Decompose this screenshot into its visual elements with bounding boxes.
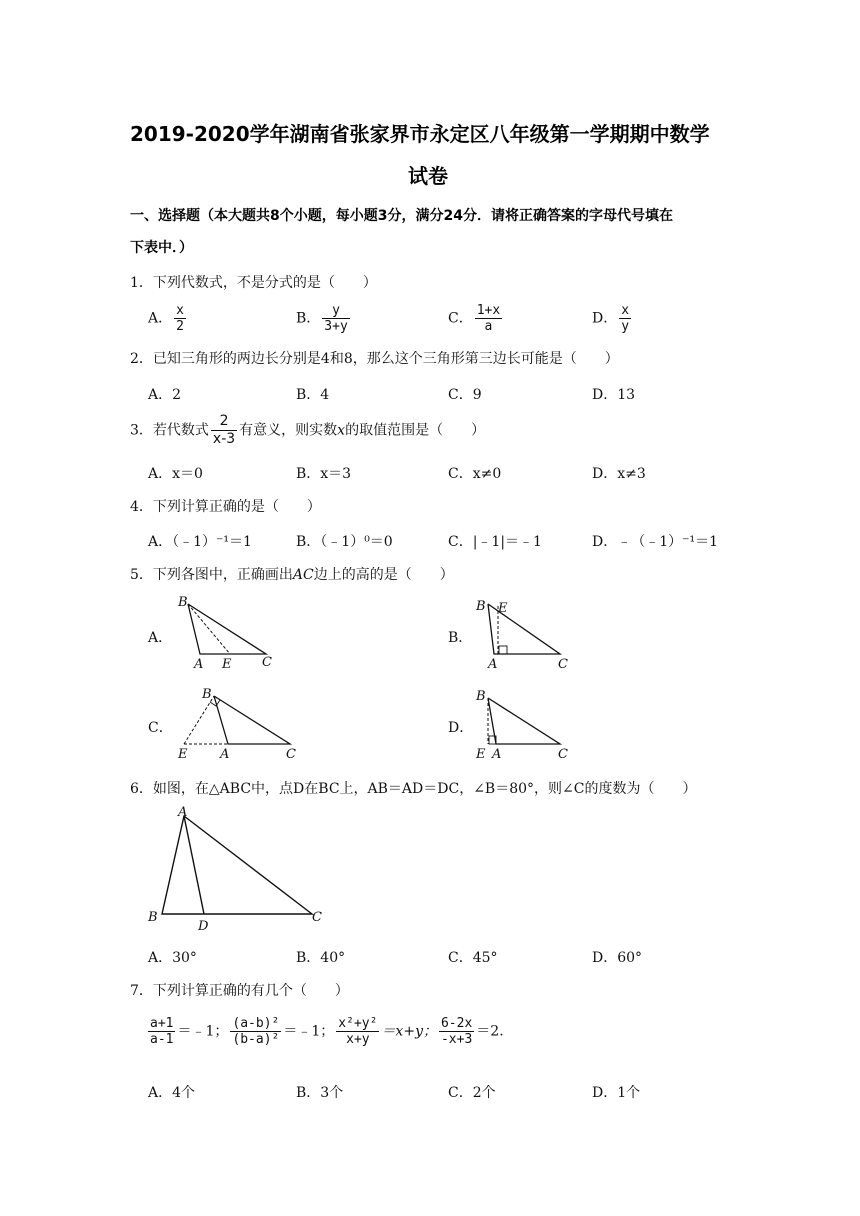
label-c: C <box>558 747 568 762</box>
q5-option-a-label[interactable]: A． <box>148 630 173 646</box>
q5-figure-b <box>470 594 580 674</box>
q3-option-d[interactable]: D．x≠3 <box>592 466 646 482</box>
q1-option-d[interactable] <box>592 303 633 334</box>
fraction: $\frac{x}{y}$ <box>621 303 630 334</box>
label-c: C <box>558 657 568 672</box>
label-b: B <box>148 910 158 925</box>
label-c: C <box>312 910 322 925</box>
q5-option-c-label[interactable]: C． <box>148 720 173 736</box>
question-1-stem: 1．下列代数式，不是分式的是（ ） <box>130 275 377 291</box>
q1-option-b[interactable] <box>296 303 352 334</box>
label-a: A <box>220 747 230 762</box>
q7-option-a[interactable]: A．4个 <box>148 1085 196 1101</box>
q1-option-c[interactable] <box>448 303 504 334</box>
q2-option-a[interactable]: A．2 <box>148 387 182 403</box>
q1-option-a[interactable] <box>148 303 188 334</box>
q6-option-d[interactable]: D．60° <box>592 950 643 966</box>
q2-option-b[interactable]: B．4 <box>296 387 330 403</box>
triangle <box>488 698 560 744</box>
q5-option-b-label[interactable]: B． <box>448 630 473 646</box>
q6-option-a[interactable]: A．30° <box>148 950 197 966</box>
section-header-cont: 下表中．） <box>130 240 193 256</box>
triangle <box>214 696 290 744</box>
question-4-stem: 4．下列计算正确的是（ ） <box>130 499 321 515</box>
q5-figure-a <box>170 594 290 674</box>
label-a: A <box>194 657 204 672</box>
q7-option-b[interactable]: B．3个 <box>296 1085 344 1101</box>
question-3-stem: 3．若代数式 $\frac{2}{x-3}$ 有意义，则实数x的取值范围是（ ） <box>130 413 486 447</box>
option-label: B． <box>296 310 321 327</box>
section-header: 一、选择题（本大题共8个小题，每小题3分，满分24分．请将正确答案的字母代号填在 <box>130 208 673 224</box>
label-b: B <box>202 687 212 702</box>
q5-figure-d <box>470 684 580 764</box>
fraction: $\frac{\text{(a-b)²}}{\text{(b-a)²}}$ <box>232 1016 280 1047</box>
label-a: A <box>178 805 188 820</box>
option-label: C． <box>448 310 473 327</box>
q6-figure <box>140 802 340 934</box>
fraction: $\frac{\text{x²+y²}}{x+y}$ <box>338 1016 378 1047</box>
q5-option-d-label[interactable]: D． <box>448 720 474 736</box>
option-label: D． <box>592 310 618 327</box>
label-b: B <box>476 599 486 614</box>
q3-option-c[interactable]: C．x≠0 <box>448 466 502 482</box>
question-6-stem: 6．如图，在△ABC中，点D在BC上，AB＝AD＝DC，∠B＝80°，则∠C的度数为（ ） <box>130 781 697 797</box>
q3-option-a[interactable]: A．x＝0 <box>148 466 203 482</box>
fraction: $\frac{1+x}{a}$ <box>476 303 501 334</box>
label-b: B <box>178 595 188 610</box>
label-e: E <box>476 747 486 762</box>
q7-option-d[interactable]: D．1个 <box>592 1085 641 1101</box>
q4-option-b[interactable]: B．（﹣1）⁰＝0 <box>296 534 393 550</box>
q7-option-c[interactable]: C．2个 <box>448 1085 496 1101</box>
page-title-cont: 试卷 <box>408 164 448 188</box>
fraction: $\frac{a+1}{a-1}$ <box>150 1016 174 1047</box>
segment-ad <box>184 816 204 914</box>
fraction: $\frac{x}{2}$ <box>176 303 184 334</box>
question-7-stem: 7．下列计算正确的有几个（ ） <box>130 983 349 999</box>
question-5-stem: 5．下列各图中，正确画出AC边上的高的是（ ） <box>130 567 454 583</box>
label-c: C <box>286 747 296 762</box>
page-title: 2019-2020学年湖南省张家界市永定区八年级第一学期期中数学 <box>130 122 710 146</box>
q2-option-c[interactable]: C．9 <box>448 387 482 403</box>
fraction: $\frac{y}{3+y}$ <box>324 303 348 334</box>
fraction: $\frac{2}{x-3}$ <box>212 413 236 447</box>
label-c: C <box>262 655 272 670</box>
label-d: D <box>198 919 209 934</box>
label-b: B <box>476 689 486 704</box>
label-e: E <box>498 601 508 616</box>
q4-option-a[interactable]: A．（﹣1）⁻¹＝1 <box>148 534 252 550</box>
fraction: $\frac{6-2x}{-x+3}$ <box>440 1016 473 1047</box>
label-a: A <box>492 747 502 762</box>
label-e: E <box>222 657 232 672</box>
q7-expressions: $\frac{a+1}{a-1}$ ＝﹣1； $\frac{\text{(a-b)²}}{\text{(b-a)²}}$ ＝﹣1； $\frac{\text{x²+y²}}{x+y}$ ＝x+y； $\frac{6-2x}{-x+3}$ ＝2. <box>150 1016 504 1047</box>
question-2-stem: 2．已知三角形的两边长分别是4和8，那么这个三角形第三边长可能是（ ） <box>130 351 619 367</box>
q3-option-b[interactable]: B．x＝3 <box>296 466 352 482</box>
option-label: A． <box>148 310 173 327</box>
q5-figure-c <box>170 684 300 764</box>
label-e: E <box>178 747 188 762</box>
triangle <box>188 604 266 654</box>
label-a: A <box>488 657 498 672</box>
q2-option-d[interactable]: D．13 <box>592 387 636 403</box>
dashed-height <box>184 696 214 744</box>
q4-option-c[interactable]: C．|﹣1|＝﹣1 <box>448 534 542 550</box>
right-angle-mark <box>499 646 507 654</box>
q4-option-d[interactable]: D．﹣（﹣1）⁻¹＝1 <box>592 534 719 550</box>
triangle-abc <box>162 816 312 914</box>
q6-option-b[interactable]: B．40° <box>296 950 346 966</box>
q6-option-c[interactable]: C．45° <box>448 950 498 966</box>
